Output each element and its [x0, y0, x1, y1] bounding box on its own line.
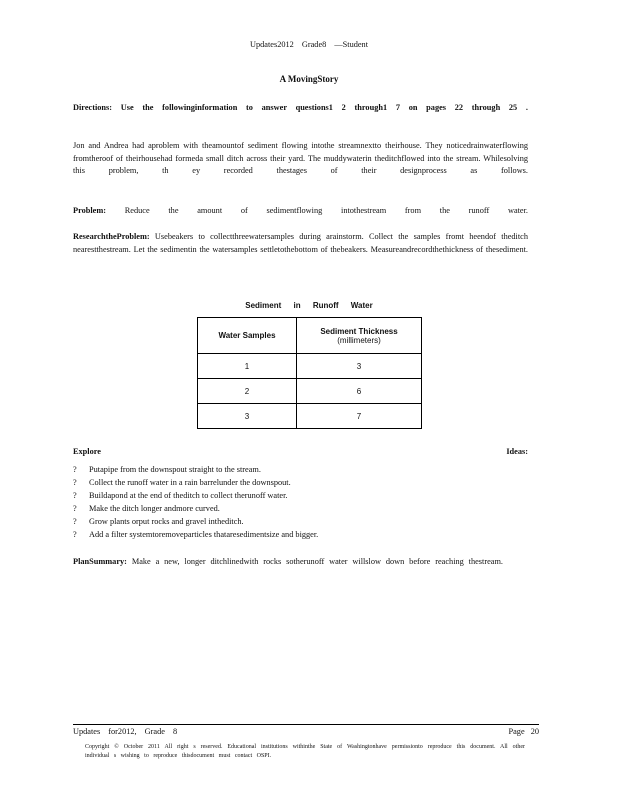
research-text: Usebeakers to collectthreewatersamples during arainstorm. Collect the samples fromt heendof theditch nearestthestream. Let the sedimentin the watersamples settletothebottom of thebeakers. Measureandrecordthethickness of thesediment. [73, 232, 528, 254]
table-row [198, 354, 422, 379]
page-header: Updates2012 Grade8 —Student [250, 40, 368, 49]
plan-summary-text: Make a new, longer ditchlinedwith rocks sotherunoff water willslow down before reaching thestream. [131, 557, 503, 566]
table-header-row [198, 318, 422, 354]
directions-label: Directions: [73, 103, 113, 112]
thickness-cell: 3 [297, 354, 422, 379]
header-water-samples: Water Samples [198, 318, 297, 354]
bullet-marker: ? [73, 491, 77, 500]
plan-summary-paragraph [73, 556, 503, 569]
sample-cell: 2 [198, 379, 297, 404]
table-row [198, 404, 422, 429]
page-footer [73, 724, 539, 736]
table-row [198, 379, 422, 404]
bullet-marker: ? [73, 530, 77, 539]
explore-list [73, 463, 528, 541]
explore-heading: Explore Ideas: [73, 447, 528, 456]
problem-label: Problem: [73, 206, 107, 215]
page-title: A MovingStory [279, 74, 339, 84]
directions-paragraph [73, 102, 528, 115]
copyright-notice: Copyright © October 2011 All right s reserved. Educational institutions withinthe State of Washingtonhave permissionto reproduce this document. All other individual s wishing to reproduce thisdocument must contact OSPI. [85, 744, 525, 759]
sediment-table [197, 317, 422, 429]
bullet-marker: ? [73, 517, 77, 526]
sample-cell: 3 [198, 404, 297, 429]
header-thickness-unit: (millimeters) [337, 335, 381, 345]
research-paragraph [73, 231, 528, 256]
thickness-cell: 7 [297, 404, 422, 429]
list-item: ? Grow plants orput rocks and gravel intheditch. [73, 517, 244, 526]
page-number: Page 20 [508, 727, 539, 736]
thickness-cell: 6 [297, 379, 422, 404]
footer-left: Updates for2012, Grade 8 [73, 727, 178, 736]
bullet-marker: ? [73, 465, 77, 474]
plan-summary-label: PlanSummary: [73, 557, 127, 566]
problem-text: Reduce the amount of sedimentflowing intothestream from the runoff water. [124, 206, 528, 215]
sample-cell: 1 [198, 354, 297, 379]
list-item: ? Putapipe from the downspout straight to the stream. [73, 465, 261, 474]
list-item: ? Buildapond at the end of theditch to collect therunoff water. [73, 491, 288, 500]
problem-paragraph [73, 205, 528, 218]
research-label: ResearchtheProblem: [73, 232, 150, 241]
table-caption: Sediment in Runoff Water [245, 301, 373, 310]
bullet-marker: ? [73, 504, 77, 513]
list-item: ? Add a filter systemtoremoveparticles thataresedimentsize and bigger. [73, 530, 319, 539]
header-sediment-thickness [297, 318, 422, 354]
list-item: ? Collect the runoff water in a rain barrelunder the downspout. [73, 478, 291, 487]
list-item: ? Make the ditch longer andmore curved. [73, 504, 220, 513]
header-thickness-label: Sediment Thickness [320, 326, 398, 336]
intro-paragraph: Jon and Andrea had aproblem with theamountof sediment flowing intothe streamnextto theirhouse. They noticedrainwaterflowing fromtheroof of theirhousehad formeda small ditch across their yard. The muddywaterin theditchflowed into the stream. Whilesolving this problem, th ey recorded thestages of their designprocess as follows. [73, 141, 528, 175]
bullet-marker: ? [73, 478, 77, 487]
directions-text: Use the followinginformation to answer questions1 2 through1 7 on pages 22 through 25 . [120, 103, 528, 112]
